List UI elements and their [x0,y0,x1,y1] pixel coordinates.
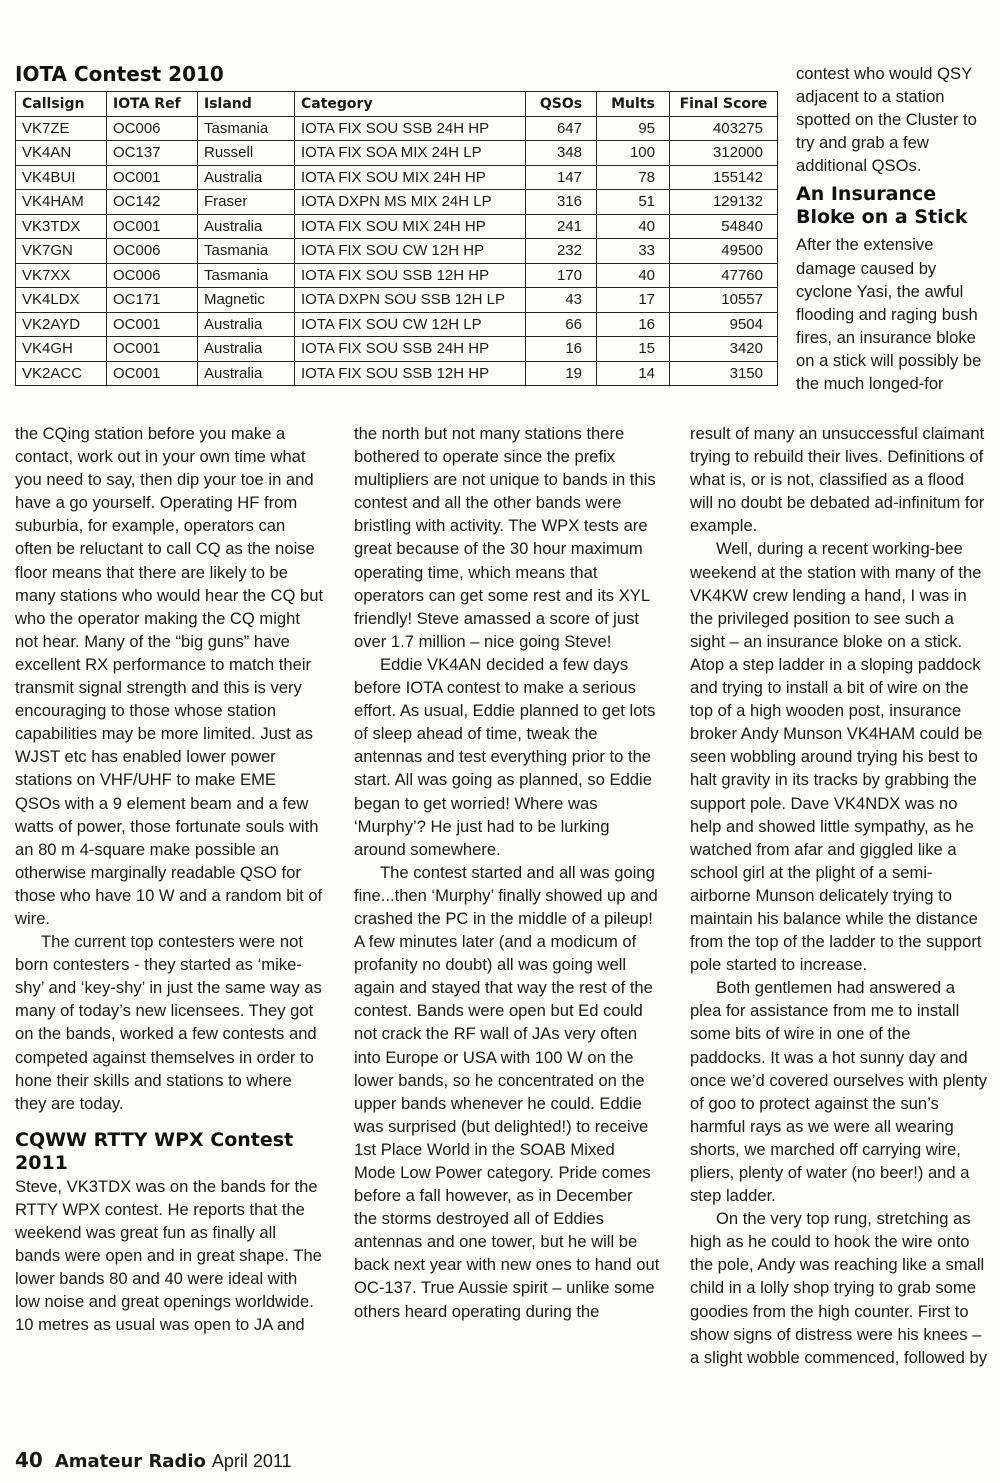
table-cell: 40 [597,263,670,288]
table-cell: OC137 [107,141,198,166]
table-cell: OC001 [107,165,198,190]
paragraph: result of many an unsuccessful claimant trying to rebuild their lives. Definitions of what is, or is not, classified as a flood will no doubt be debated ad-infinitum for example. [690,424,985,536]
table-cell: 3150 [670,361,778,386]
table-cell: Tasmania [198,116,295,141]
section-heading-insurance-bloke: An Insurance Bloke on a Stick [796,183,968,229]
table-cell: 54840 [670,214,778,239]
table-cell: VK2AYD [16,312,107,337]
table-cell: OC006 [107,239,198,264]
table-row [16,165,778,190]
table-cell: IOTA DXPN SOU SSB 12H LP [295,288,526,313]
table-cell: Magnetic [198,288,295,313]
paragraph: Well, during a recent working-bee weekend at the station with many of the VK4KW crew lending a hand, I was in the privileged position to see such a sight – an insurance bloke on a stick. Atop a step ladder in a sloping paddock and trying to install a bit of wire on the top of a high wooden post, insurance broker Andy Munson VK4HAM could be seen wobbling around trying his best to halt gravity in its tracks by grabbing the support pole. Dave VK4NDX was no help and showed little sympathy, as he watched from afar and giggled like a school girl at the plight of a semi-airborne Munson delicately trying to maintain his balance while the distance from the top of the ladder to the support pole started to increase. [690,539,983,975]
page-footer [15,1448,292,1472]
table-cell: 316 [526,190,597,215]
paragraph: Steve, VK3TDX was on the bands for the RTTY WPX contest. He reports that the weekend was great fun as finally all bands were open and in great shape. The lower bands 80 and 40 were ideal with low noise and great openings worldwide. 10 metres as usual was open to JA and [15,1176,322,1335]
table-cell: OC142 [107,190,198,215]
table-cell: VK3TDX [16,214,107,239]
table-cell: 170 [526,263,597,288]
table-cell: 10557 [670,288,778,313]
table-cell: 17 [597,288,670,313]
table-cell: VK7ZE [16,116,107,141]
col-header-category: Category [295,92,526,117]
column-3 [690,422,988,1369]
paragraph: Both gentlemen had answered a plea for assistance from me to install some bits of wire in one of the paddocks. It was a hot sunny day and once we’d covered ourselves with plenty of goo to protect against the sun’s harmful rays as we were all wearing shorts, we marched off carrying wire, pliers, plenty of water (no beer!) and a step ladder. [690,978,988,1206]
table-cell: 3420 [670,337,778,362]
table-cell: 19 [526,361,597,386]
col-header-callsign: Callsign [16,92,107,117]
table-cell: 66 [526,312,597,337]
table-cell: Fraser [198,190,295,215]
table-header-row [16,92,778,117]
table-cell: 33 [597,239,670,264]
column-3-top [796,62,992,395]
table-cell: 403275 [670,116,778,141]
table-cell: VK4GH [16,337,107,362]
page-number: 40 [15,1448,43,1472]
magazine-name: Amateur Radio [54,1451,206,1472]
table-cell: 147 [526,165,597,190]
col-header-qsos: QSOs [526,92,597,117]
table-cell: OC001 [107,214,198,239]
table-cell: IOTA FIX SOU SSB 12H HP [295,361,526,386]
table-cell: VK4AN [16,141,107,166]
paragraph: the north but not many stations there bothered to operate since the prefix multipliers are not unique to bands in this contest and all the other bands were bristling with activity. The WPX tests are great because of the 30 hour maximum operating time, which means that operators can get some rest and its XYL friendly! Steve amassed a score of just over 1.7 million – nice going Steve! [354,424,656,651]
table-cell: IOTA FIX SOU SSB 24H HP [295,116,526,141]
col-header-island: Island [198,92,295,117]
table-cell: 95 [597,116,670,141]
table-cell: 15 [597,337,670,362]
table-cell: IOTA FIX SOU MIX 24H HP [295,214,526,239]
table-cell: Australia [198,337,295,362]
table-cell: 100 [597,141,670,166]
table-cell: 78 [597,165,670,190]
col-header-iota-ref: IOTA Ref [107,92,198,117]
table-cell: 129132 [670,190,778,215]
issue-date: April 2011 [211,1451,292,1471]
table-cell: Tasmania [198,239,295,264]
column-2 [354,422,660,1323]
table-cell: IOTA DXPN MS MIX 24H LP [295,190,526,215]
table-cell: 51 [597,190,670,215]
table-cell: OC006 [107,263,198,288]
table-cell: 14 [597,361,670,386]
table-cell: OC001 [107,312,198,337]
table-cell: 16 [597,312,670,337]
table-cell: OC001 [107,337,198,362]
table-cell: VK4BUI [16,165,107,190]
table-cell: Australia [198,361,295,386]
table-cell: 40 [597,214,670,239]
table-row [16,337,778,362]
table-cell: IOTA FIX SOU MIX 24H HP [295,165,526,190]
table-row [16,263,778,288]
iota-results-table [15,91,778,386]
table-cell: 16 [526,337,597,362]
table-cell: 232 [526,239,597,264]
paragraph: On the very top rung, stretching as high as he could to hook the wire onto the pole, Andy was reaching like a small child in a lolly shop trying to grab some goodies from the high counter. First to show signs of distress were his knees – a slight wobble commenced, followed by [690,1209,988,1367]
table-cell: 647 [526,116,597,141]
table-cell: 155142 [670,165,778,190]
table-cell: IOTA FIX SOU CW 12H HP [295,239,526,264]
table-cell: 9504 [670,312,778,337]
table-cell: 47760 [670,263,778,288]
col-header-mults: Mults [597,92,670,117]
table-cell: Russell [198,141,295,166]
table-cell: VK2ACC [16,361,107,386]
table-cell: 312000 [670,141,778,166]
table-cell: VK4LDX [16,288,107,313]
col-header-final-score: Final Score [670,92,778,117]
table-cell: IOTA FIX SOU SSB 24H HP [295,337,526,362]
table-title: IOTA Contest 2010 [15,62,224,86]
table-row [16,239,778,264]
table-cell: VK4HAM [16,190,107,215]
table-cell: Australia [198,312,295,337]
table-row [16,214,778,239]
table-cell: VK7XX [16,263,107,288]
table-cell: OC171 [107,288,198,313]
table-row [16,141,778,166]
paragraph: The contest started and all was going fine...then ‘Murphy’ finally showed up and crashed the PC in the middle of a pileup! A few minutes later (and a modicum of profanity no doubt) all was going well again and stayed that way the rest of the contest. Bands were open but Ed could not crack the RF wall of JAs very often into Europe or USA with 100 W on the lower bands, so he concentrated on the upper bands whenever he could. Eddie was surprised (but delighted!) to receive 1st Place World in the SOAB Mixed Mode Low Power category. Pride comes before a fall however, as in December the storms destroyed all of Eddies antennas and one tower, but he will be back next year with new ones to hand out OC-137. True Aussie spirit – unlike some others heard operating during the [354,862,660,1321]
section-heading-cqww-rtty: CQWW RTTY WPX Contest 2011 [15,1128,294,1174]
paragraph: After the extensive damage caused by cyclone Yasi, the awful flooding and raging bush fires, an insurance bloke on a stick will possibly be the much longed-for [796,235,982,394]
table-cell: Tasmania [198,263,295,288]
table-cell: 241 [526,214,597,239]
table-cell: IOTA FIX SOA MIX 24H LP [295,141,526,166]
table-cell: 49500 [670,239,778,264]
table-cell: Australia [198,214,295,239]
table-row [16,361,778,386]
table-cell: IOTA FIX SOU CW 12H LP [295,312,526,337]
table-row [16,190,778,215]
table-cell: IOTA FIX SOU SSB 12H HP [295,263,526,288]
table-cell: 348 [526,141,597,166]
paragraph: The current top contesters were not born contesters - they started as ‘mike-shy’ and ‘key-shy’ in just the same way as many of today’s new licensees. They got on the bands, worked a few contests and competed against themselves in order to hone their skills and stations to where they are today. [15,932,322,1113]
column-1 [15,422,325,1336]
table-cell: OC006 [107,116,198,141]
table-cell: VK7GN [16,239,107,264]
table-row [16,312,778,337]
table-cell: 43 [526,288,597,313]
paragraph: contest who would QSY adjacent to a station spotted on the Cluster to try and grab a few additional QSOs. [796,64,977,176]
table-cell: Australia [198,165,295,190]
paragraph: the CQing station before you make a contact, work out in your own time what you need to say, then dip your toe in and have a go yourself. Operating HF from suburbia, for example, operators can often be reluctant to call CQ as the noise floor means that there are likely to be many stations who would hear the CQ but who the operator making the CQ might not hear. Many of the “big guns” have excellent RX performance to match their transmit signal strength and this is very encouraging to those whose station capabilities may be more limited. Just as WJST etc has enabled lower power stations on VHF/UHF to make EME QSOs with a 9 element beam and a few watts of power, those fortunate souls with an 80 m 4-square make possible an otherwise marginally readable QSO for those who have 10 W and a random bit of wire. [15,424,324,928]
table-cell: OC001 [107,361,198,386]
table-row [16,288,778,313]
paragraph: Eddie VK4AN decided a few days before IOTA contest to make a serious effort. As usual, Eddie planned to get lots of sleep ahead of time, tweak the antennas and test everything prior to the start. All was going as planned, so Eddie began to get worried! Where was ‘Murphy’? He just had to be lurking around somewhere. [354,654,656,859]
table-row [16,116,778,141]
